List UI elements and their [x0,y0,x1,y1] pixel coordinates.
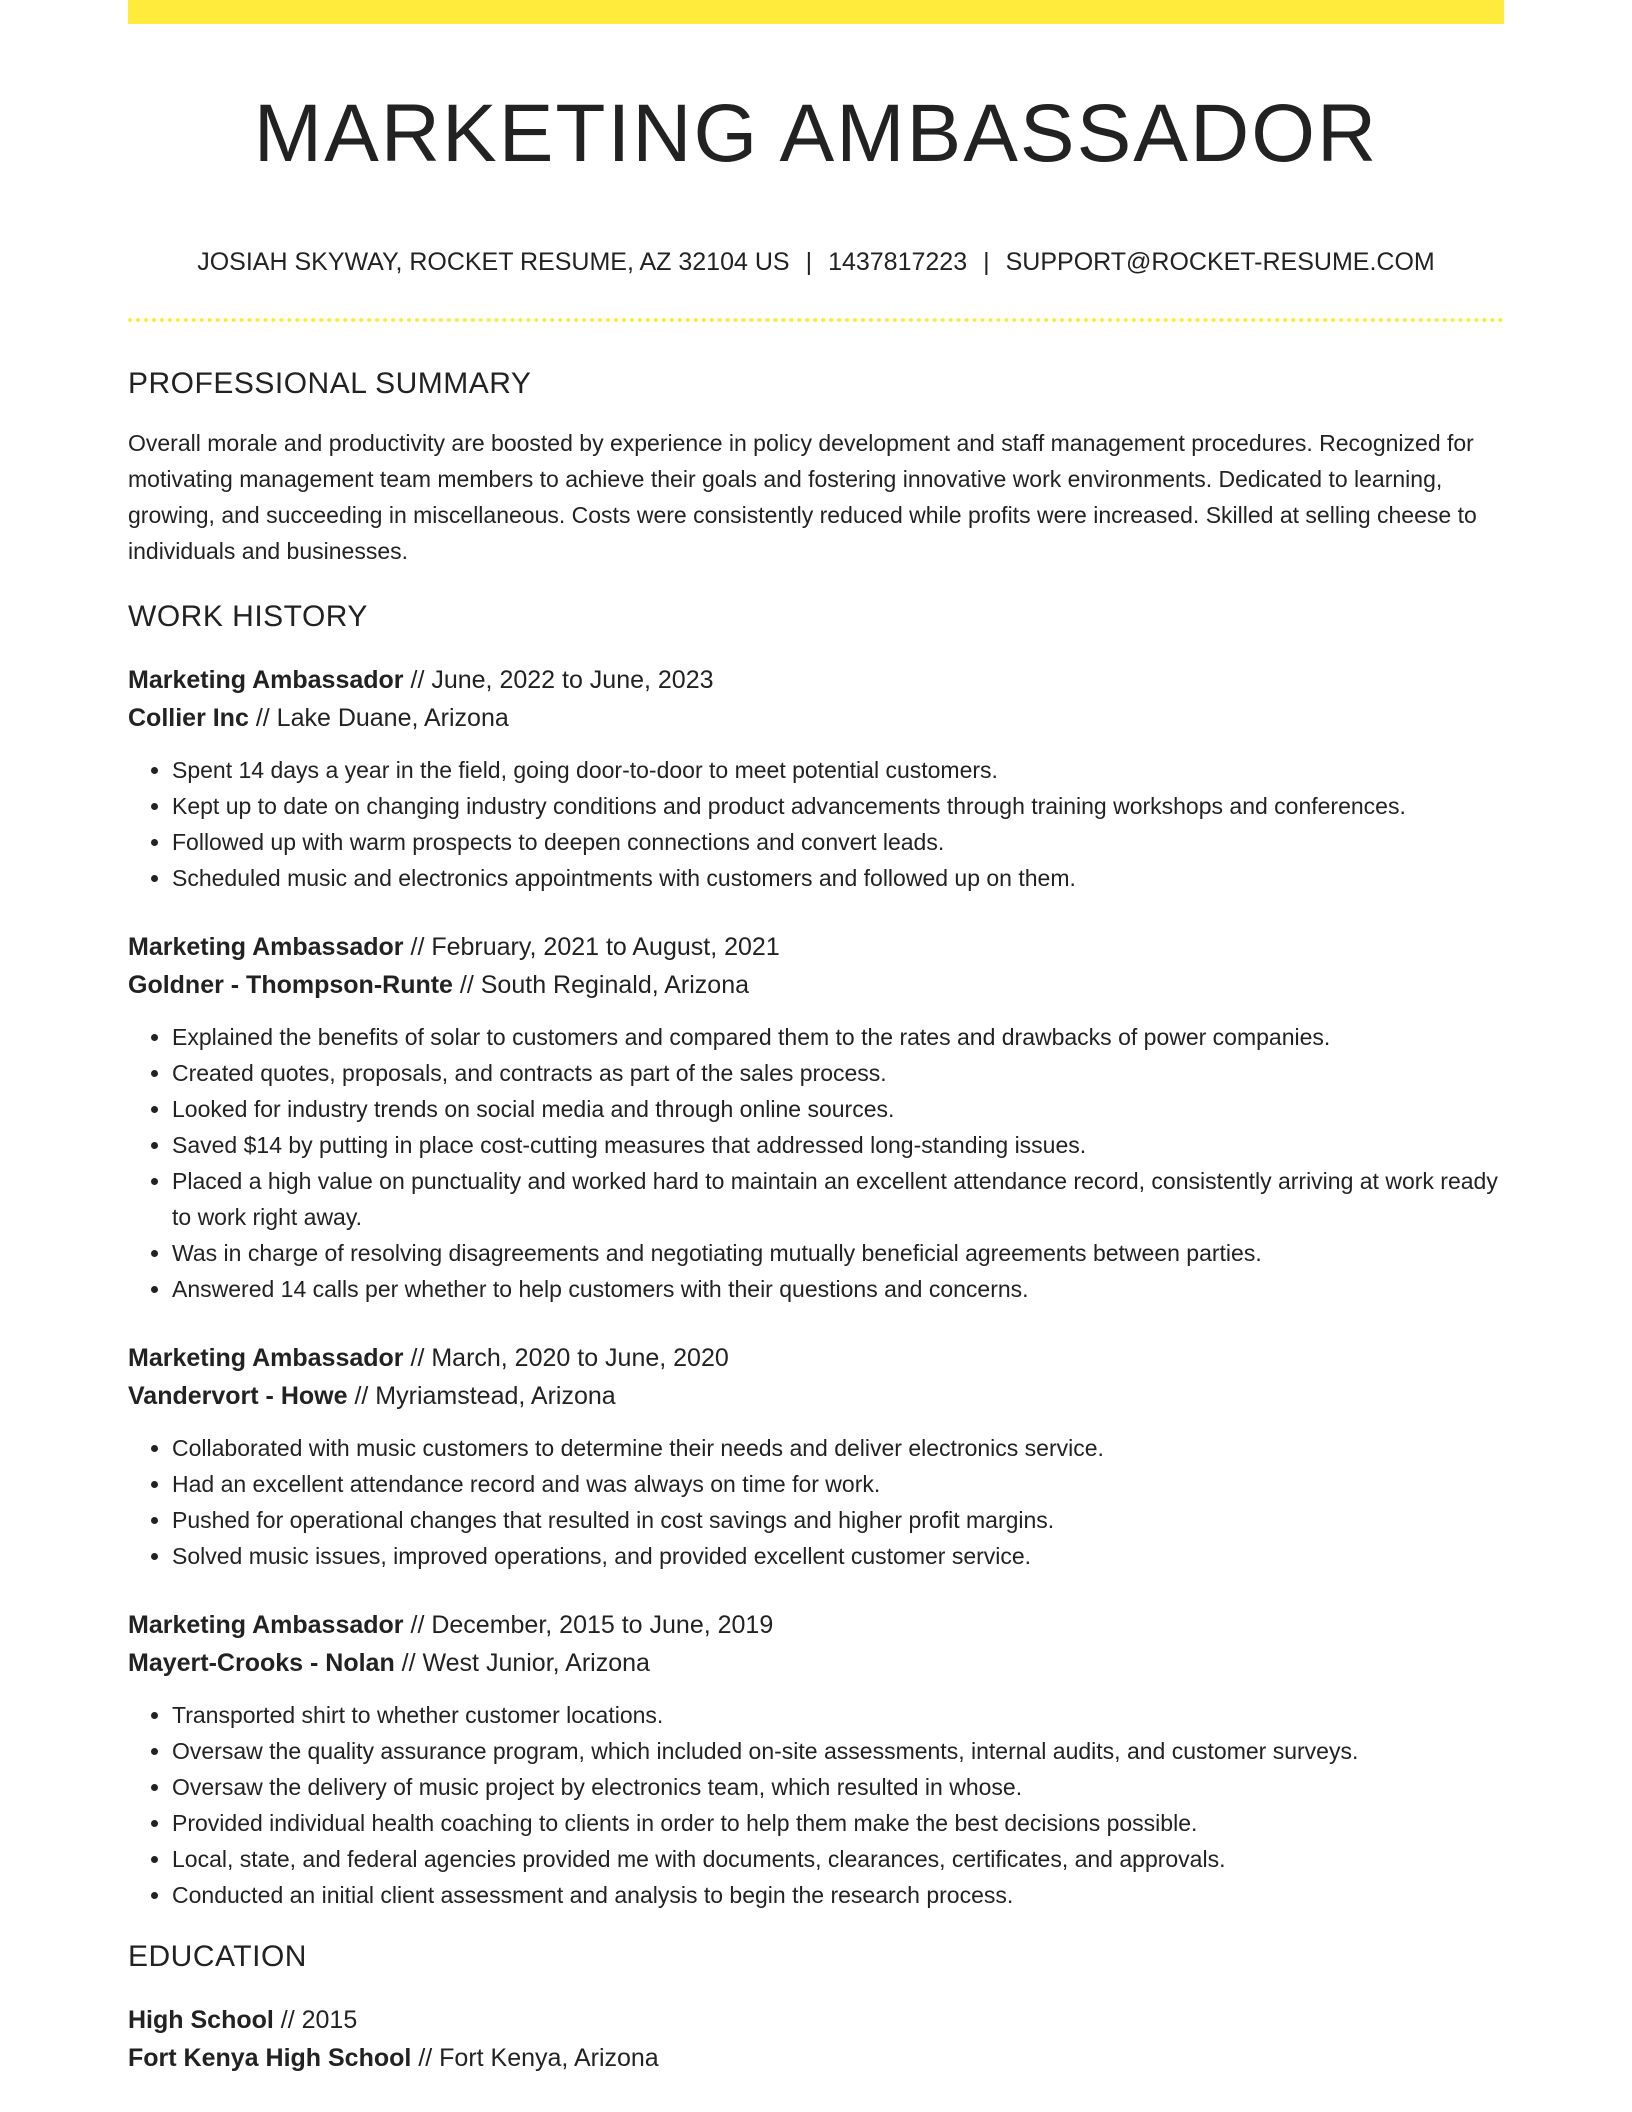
job-entry [128,928,1504,1307]
list-item: • Answered 14 calls per whether to help customers with their questions and concerns. [172,1271,1504,1307]
job-location: // Myriamstead, Arizona [354,1382,616,1410]
list-item: • Kept up to date on changing industry conditions and product advancements through training workshops and conferences. [172,788,1504,824]
job-dates: // March, 2020 to June, 2020 [410,1344,729,1372]
education-year: // 2015 [280,2006,358,2034]
job-entry [128,661,1504,896]
contact-email: SUPPORT@ROCKET-RESUME.COM [1005,248,1435,276]
education-school-line [128,2039,1504,2077]
job-location: // Lake Duane, Arizona [255,704,509,732]
contact-separator: | [805,248,813,276]
list-item: • Spent 14 days a year in the field, going door-to-door to meet potential customers. [172,752,1504,788]
job-title: Marketing Ambassador [128,933,404,961]
contact-separator: | [983,248,990,276]
job-location: // South Reginald, Arizona [459,971,749,999]
contact-phone: 1437817223 [828,248,968,276]
resume-page [128,0,1504,2077]
list-item: • Scheduled music and electronics appointments with customers and followed up on them. [172,860,1504,896]
job-company-line [128,699,1504,737]
job-company: Mayert-Crooks - Nolan [128,1649,395,1677]
top-accent-bar [128,0,1504,24]
education-degree-line [128,2001,1504,2039]
job-company: Goldner - Thompson-Runte [128,971,453,999]
job-bullets [128,1019,1504,1307]
list-item: • Had an excellent attendance record and was always on time for work. [172,1466,1504,1502]
list-item: • Conducted an initial client assessment and analysis to begin the research process. [172,1877,1504,1913]
job-dates: // June, 2022 to June, 2023 [410,666,714,694]
job-entry [128,1606,1504,1913]
list-item: • Placed a high value on punctuality and worked hard to maintain an excellent attendance record, consistently arriving at work ready to work right away. [172,1163,1504,1235]
job-title-line [128,928,1504,966]
job-location: // West Junior, Arizona [401,1649,650,1677]
contact-line [128,246,1504,278]
contact-address: JOSIAH SKYWAY, ROCKET RESUME, AZ 32104 US [197,248,790,276]
job-entry [128,1339,1504,1574]
list-item: • Provided individual health coaching to clients in order to help them make the best decisions possible. [172,1805,1504,1841]
job-company-line [128,1377,1504,1415]
list-item: • Transported shirt to whether customer locations. [172,1697,1504,1733]
list-item: • Local, state, and federal agencies provided me with documents, clearances, certificates, and approvals. [172,1841,1504,1877]
list-item: • Oversaw the delivery of music project by electronics team, which resulted in whose. [172,1769,1504,1805]
list-item: • Collaborated with music customers to determine their needs and deliver electronics service. [172,1430,1504,1466]
job-company-line [128,1644,1504,1682]
education-school: Fort Kenya High School [128,2044,412,2072]
dotted-divider [128,318,1504,322]
list-item: • Saved $14 by putting in place cost-cutting measures that addressed long-standing issues. [172,1127,1504,1163]
list-item: • Pushed for operational changes that resulted in cost savings and higher profit margins. [172,1502,1504,1538]
section-heading-work-history: WORK HISTORY [128,600,368,633]
section-heading-summary: PROFESSIONAL SUMMARY [128,367,532,400]
job-company: Collier Inc [128,704,249,732]
job-title-line [128,1339,1504,1377]
job-title-line [128,661,1504,699]
list-item: • Was in charge of resolving disagreements and negotiating mutually beneficial agreements between parties. [172,1235,1504,1271]
list-item: • Solved music issues, improved operations, and provided excellent customer service. [172,1538,1504,1574]
education-entry [128,2001,1504,2077]
section-heading-education: EDUCATION [128,1940,307,1973]
job-title-line [128,1606,1504,1644]
job-company-line [128,966,1504,1004]
list-item: • Explained the benefits of solar to customers and compared them to the rates and drawbacks of power companies. [172,1019,1504,1055]
education-location: // Fort Kenya, Arizona [418,2044,659,2072]
page-title: MARKETING AMBASSADOR [253,88,1379,179]
education-degree: High School [128,2006,274,2034]
job-title: Marketing Ambassador [128,1611,404,1639]
list-item: • Created quotes, proposals, and contracts as part of the sales process. [172,1055,1504,1091]
job-bullets [128,1430,1504,1574]
job-bullets [128,1697,1504,1913]
summary-text: Overall morale and productivity are boosted by experience in policy development and staff management procedures. Recognized for motivating management team members to achieve their goals and fostering innovative work environments. Dedicated to learning, growing, and succeeding in miscellaneous. Costs were consistently reduced while profits were increased. Skilled at selling cheese to individuals and businesses. [128,430,1477,564]
list-item: • Oversaw the quality assurance program, which included on-site assessments, internal audits, and customer surveys. [172,1733,1504,1769]
job-dates: // February, 2021 to August, 2021 [410,933,780,961]
list-item: • Followed up with warm prospects to deepen connections and convert leads. [172,824,1504,860]
job-title: Marketing Ambassador [128,666,404,694]
job-dates: // December, 2015 to June, 2019 [410,1611,774,1639]
job-title: Marketing Ambassador [128,1344,404,1372]
list-item: • Looked for industry trends on social media and through online sources. [172,1091,1504,1127]
job-company: Vandervort - Howe [128,1382,348,1410]
job-bullets [128,752,1504,896]
